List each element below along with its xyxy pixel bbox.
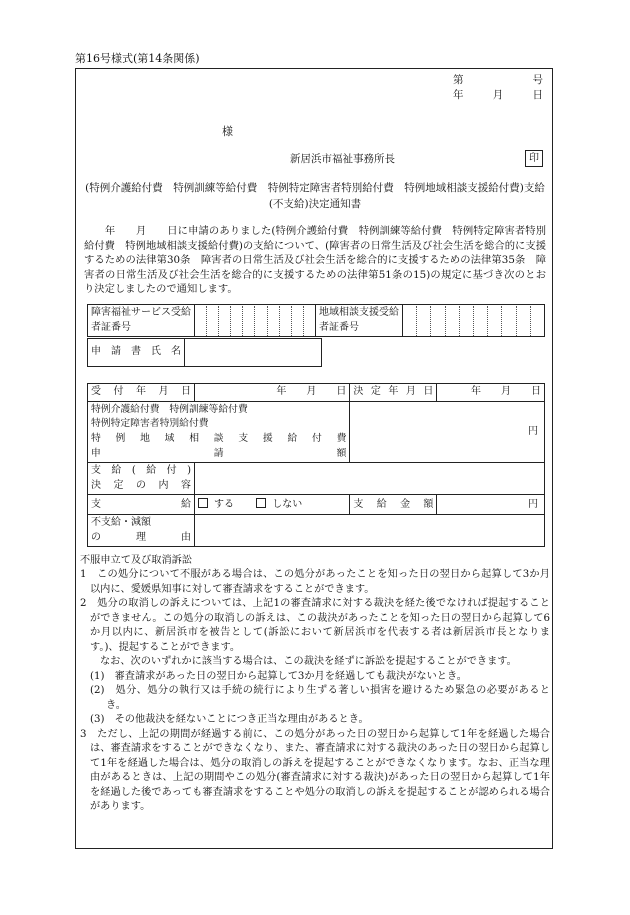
reason-label: 不支給・減額 の理由 [88,515,195,547]
area-cert-cells [403,305,545,337]
receipt-date-value: 年 月 日 [195,384,350,402]
pay-no-checkbox[interactable] [256,498,266,508]
appeal-item-1: (1) 審査請求があった日の翌日から起算して3か月を経過しても裁決がないとき。 [90,670,467,682]
document-title: (特例介護給付費 特例訓練等給付費 特例特定障害者特別給付費 特例地域相談支援給付費)支給(不支給)決定通知書 [85,182,545,211]
payment-amount-value: 円 [437,495,545,515]
decision-content-label: 支給(給付) 決定の内容 [88,463,195,495]
decision-table [87,383,545,547]
appeal-item-3: (3) その他裁決を経ないことにつき正当な理由があるとき。 [90,714,369,726]
recipient-honorific: 様 [222,125,233,138]
receipt-date-label: 受付年月日 [88,384,195,402]
decision-date-value: 年 月 日 [437,384,545,402]
appeal-notice [80,554,550,815]
certificate-number-table [87,304,545,337]
appeal-para-2: 2 処分の取消しの訴えについては、上記1の審査請求に対する裁決を経た後でなければ提起することができません。この処分の取消しの訴えは、この裁決があったことを知った日の翌日から起算して6か月以内に、新居浜市を被告として(訴訟において新居浜市を代表する者は新居浜市長となります。)、提起することができます。 [80,598,550,653]
applicant-name-label: 申請書氏名 [88,339,185,367]
issue-day: 日 [532,89,543,101]
appeal-para-2b: なお、次のいずれかに該当する場合は、この裁決を経ずに訴訟を提起することができます。 [100,656,517,668]
issue-year: 年 [453,89,464,101]
issue-no-prefix: 第 [453,74,464,86]
applicant-name-value [185,339,322,367]
seal-box: 印 [525,150,543,167]
appeal-item-2: (2) 処分、処分の執行又は手続の続行により生ずる著しい損害を避けるため緊急の必要があるとき。 [90,685,550,711]
cert-number-cells [195,305,316,337]
payment-label: 支給 [88,495,195,515]
issue-no-suffix: 号 [532,74,543,86]
issuer-name: 新居浜市福祉事務所長 [290,153,395,165]
applicant-table [87,338,322,367]
appeal-para-1: 1 この処分について不服がある場合は、この処分があったことを知った日の翌日から起算して3か月以内に、愛媛県知事に対して審査請求をすることができます。 [80,569,550,595]
issue-month: 月 [492,89,504,101]
issue-number-block [453,73,543,103]
requested-amount-label: 特例介護給付費 特例訓練等給付費 特例特定障害者特別給付費 特例地域相談支援給付費 申請額 [88,401,350,463]
cert-number-label: 障害福祉サービス受給者証番号 [88,305,195,337]
decision-date-label: 決定年月日 [350,384,437,402]
appeal-para-3: 3 ただし、上記の期間が経過する前に、この処分があった日の翌日から起算して1年を経過した場合は、審査請求をすることができなくなり、また、審査請求に対する裁決のあった日の翌日から起算して1年を経過した場合は、処分の取消しの訴えを提起することができなくなります。なお、正当な理由があるときは、上記の期間やこの処分(審査請求に対する裁決)があった日の翌日から起算して1年を経過した後であっても審査請求をすることや処分の取消しの訴えを提起することが認められる場合があります。 [80,728,550,813]
appeal-heading: 不服申立て及び取消訴訟 [80,555,193,566]
requested-amount-value: 円 [350,401,545,463]
pay-yes-checkbox[interactable] [198,498,208,508]
reason-value [195,515,545,547]
notice-body: 年 月 日に申請のありました(特例介護給付費 特例訓練等給付費 特例特定障害者特別給付費 特例地域相談支援給付費)の支給について、(障害者の日常生活及び社会生活を総合的に支援するための法律第30条 障害者の日常生活及び社会生活を総合的に支援するための法律第35条 障害者の日常生活及び社会生活を総合的に支援するための法律第51条の15)の規定に基づき次のとおり決定しましたので通知します。 [84,225,546,296]
payment-options: する しない [195,495,350,515]
form-number: 第16号様式(第14条関係) [75,52,200,65]
decision-content-value [195,463,545,495]
area-cert-label: 地域相談支援受給者証番号 [316,305,403,337]
payment-amount-label: 支給金額 [350,495,437,515]
